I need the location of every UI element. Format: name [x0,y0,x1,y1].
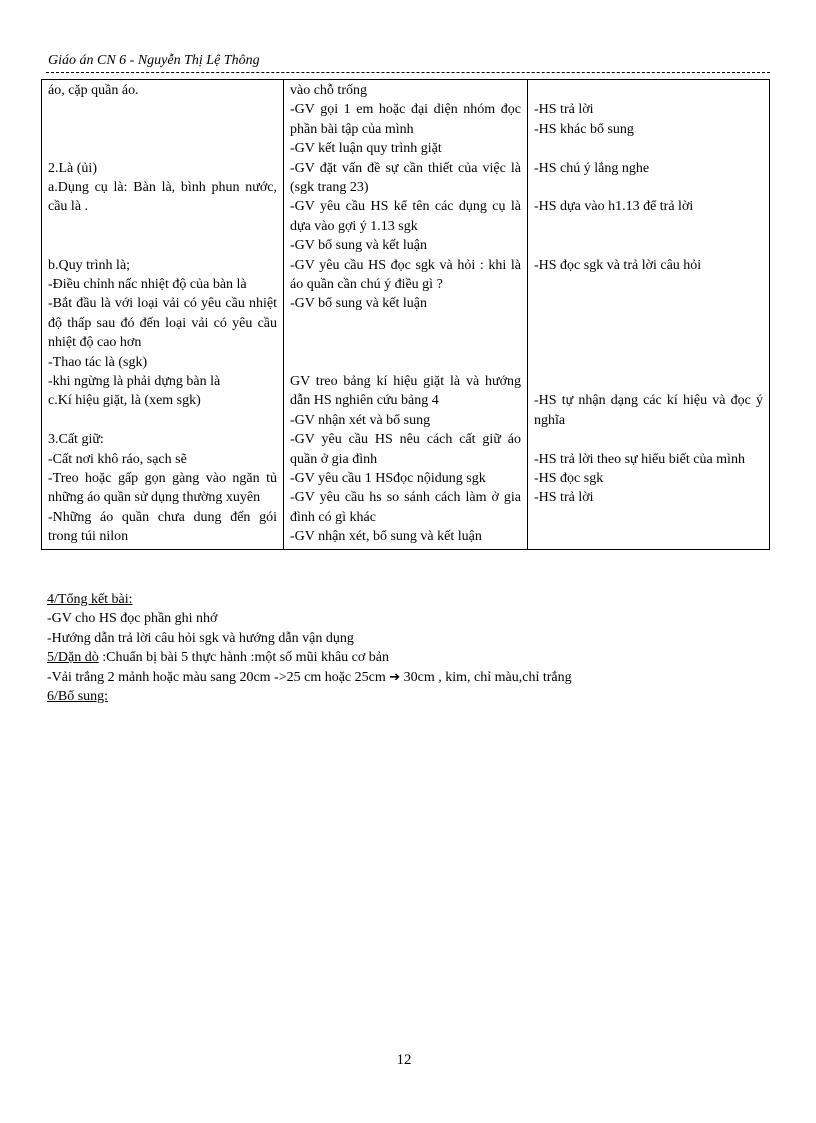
teacher-activity-line: -GV yêu cầu HS đọc sgk và hỏi : khi là áo quần cần chú ý điều gì ? [290,257,521,293]
homework-heading: 5/Dặn dò [47,650,99,666]
teacher-activity-line: vào chỗ trống [290,83,367,98]
content-line: c.Kí hiệu giặt, là (xem sgk) [48,393,201,409]
content-line: -Cất nơi khô ráo, sạch sẽ [48,451,187,467]
teacher-activity-column [284,80,528,550]
teacher-activity-line: -GV gọi 1 em hoặc đại diện nhóm đọc phần bài tập của mình [290,102,521,137]
teacher-activity-line: -GV nhận xét, bổ sung và kết luận [290,529,482,545]
right-arrow-icon: ➔ [389,669,401,685]
student-activity-line: -HS trả lời [534,490,594,506]
materials-text: -Vải trắng 2 mảnh hoặc màu sang 20cm ->25 cm hoặc 25cm [47,669,386,685]
lesson-table [41,79,770,550]
homework-text: :Chuẩn bị bài 5 thực hành :một số mũi khâu cơ bản [98,650,389,666]
teacher-activity-line: -GV bổ sung và kết luận [290,238,427,254]
materials-text-end: 30cm , kim, chỉ màu,chỉ trắng [400,669,572,685]
content-line [48,120,277,139]
content-line: -Bắt đầu là với loại vải có yêu cầu nhiệt độ thấp sau đó đến loại vải có yêu cầu nhiệt độ cao hơn [48,296,277,351]
student-activity-column [528,80,770,550]
student-activity-line [534,275,763,294]
page-number: 12 [396,1052,412,1068]
teacher-activity-line: -GV yêu cầu 1 HSđọc nộidung sgk [290,471,486,487]
student-activity-line [534,294,763,313]
materials-line [47,668,767,687]
supplement-heading: 6/Bổ sung: [47,689,109,705]
content-line [48,236,277,255]
student-activity-line: -HS tự nhận dạng các kí hiệu và đọc ý nghĩa [534,393,763,428]
content-line: -Những áo quần chưa dung đến gói trong túi nilon [48,509,277,545]
homework-line [47,648,767,667]
teacher-activity-line: GV treo bảng kí hiệu giặt là và hướng dẫn HS nghiên cứu bảng 4 [290,374,521,409]
content-line: b.Quy trình là; [48,257,131,273]
content-line [48,100,277,119]
teacher-activity-line: -GV đặt vấn đề sự cần thiết của việc là (sgk trang 23) [290,160,521,196]
page-header-title: Giáo án CN 6 - Nguyễn Thị Lệ Thông [48,53,260,68]
teacher-activity-line [290,353,521,372]
teacher-activity-line: -GV yêu cầu HS nêu cách cất giữ áo quần ở gia đình [290,432,521,467]
student-activity-line: -HS trả lời [534,102,594,118]
student-activity-line: -HS trả lời theo sự hiểu biết của mình [534,451,745,467]
student-activity-line [534,333,763,352]
teacher-activity-line: -GV nhận xét và bổ sung [290,412,431,428]
summary-line: -Hướng dẫn trả lời câu hỏi sgk và hướng dẫn vận dụng [47,630,354,646]
content-line: -Điều chỉnh nấc nhiệt độ của bàn là [48,276,247,292]
teacher-activity-line: -GV bổ sung và kết luận [290,296,427,312]
student-activity-line [534,81,763,100]
student-activity-line: -HS khác bổ sung [534,121,634,137]
student-activity-line [534,372,763,391]
content-line: áo, cặp quần áo. [48,83,139,98]
student-activity-line: -HS đọc sgk và trả lời câu hỏi [534,257,702,273]
teacher-activity-line: -GV kết luận quy trình giặt [290,141,442,157]
student-activity-line [534,178,763,197]
teacher-activity-line: -GV yêu cầu HS kể tên các dụng cụ là dựa vào gợi ý 1.13 sgk [290,199,521,234]
content-line: -Treo hoặc gấp gọn gàng vào ngăn tủ những áo quần sử dụng thường xuyên [48,471,277,506]
content-line: -Thao tác là (sgk) [48,354,148,370]
student-activity-line [534,236,763,255]
content-line: a.Dụng cụ là: Bàn là, bình phun nước, cầu là . [48,179,277,215]
student-activity-line: -HS chú ý lắng nghe [534,160,650,176]
content-line [48,217,277,236]
teacher-activity-line [290,314,521,333]
table-row [42,80,770,550]
student-activity-line [534,217,763,236]
student-activity-line [534,430,763,449]
content-line [48,411,277,430]
teacher-activity-line: -GV yêu cầu hs so sánh cách làm ở gia đình có gì khác [290,490,521,525]
content-line: 2.Là (ủi) [48,160,97,176]
student-activity-line: -HS đọc sgk [534,470,604,486]
header-divider [46,72,770,73]
student-activity-line [534,314,763,333]
content-line: -khi ngừng là phải dựng bàn là [48,374,221,390]
content-line: 3.Cất giữ: [48,432,104,448]
summary-line: -GV cho HS đọc phần ghi nhớ [47,611,218,627]
content-column [42,80,284,550]
content-line [48,139,277,158]
student-activity-line [534,139,763,158]
student-activity-line: -HS dựa vào h1.13 để trả lời [534,199,694,215]
lesson-closing-section [47,590,767,706]
summary-heading: 4/Tổng kết bài: [47,592,133,607]
student-activity-line [534,353,763,372]
teacher-activity-line [290,333,521,352]
